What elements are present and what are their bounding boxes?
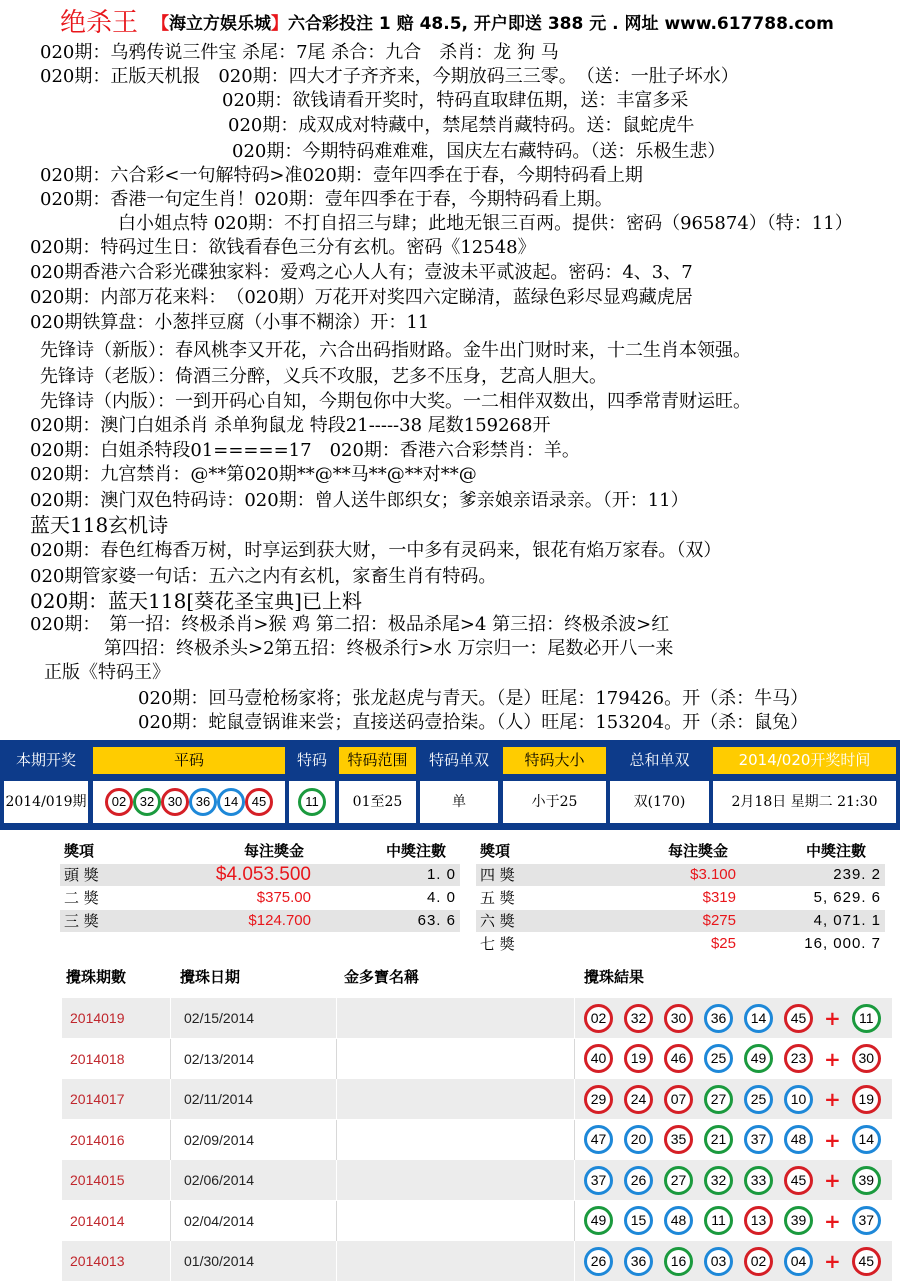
special-range: 01至25 <box>339 781 416 823</box>
column-divider <box>574 1079 575 1119</box>
number-ball: 48 <box>664 1206 693 1235</box>
number-ball: 04 <box>784 1247 813 1276</box>
history-row <box>62 1201 892 1241</box>
history-balls <box>584 1241 881 1281</box>
prediction-line: 020期：澳门双色特码诗：020期：曾人送牛郎织女；爹亲娘亲语录亲。（开：11） <box>30 490 689 511</box>
history-date: 02/06/2014 <box>184 1172 255 1188</box>
col-current-draw: 本期开奖 <box>4 747 88 774</box>
col-special-number: 特码 <box>289 747 335 774</box>
column-divider <box>336 1241 337 1281</box>
column-divider <box>336 998 337 1038</box>
prize-head-amount-right: 每注獎金 <box>668 842 729 860</box>
prize-name: 頭 獎 <box>64 866 99 884</box>
number-ball: 45 <box>852 1247 881 1276</box>
prize-head-amount-left: 每注獎金 <box>244 842 305 860</box>
prize-count: 5, 629. 6 <box>813 889 881 906</box>
prize-amount: $4.053.500 <box>215 864 311 885</box>
number-ball: 26 <box>584 1247 613 1276</box>
number-ball: 32 <box>704 1166 733 1195</box>
prize-amount: $275 <box>702 912 736 929</box>
col-sum-odd-even: 总和单双 <box>610 747 709 774</box>
number-ball: 37 <box>584 1166 613 1195</box>
number-ball: 36 <box>189 788 217 816</box>
ad-text: 六合彩投注 1 赔 48.5, 开户即送 388 元 . 网址 www.617788.com <box>288 14 834 34</box>
number-ball: 11 <box>298 788 326 816</box>
prediction-line: 020期：回马壹枪杨家将；张龙赵虎与青天。（是）旺尾：179426。开（杀：牛马） <box>138 688 809 709</box>
history-issue: 2014019 <box>70 1010 125 1026</box>
prize-name: 三 獎 <box>64 912 99 930</box>
prize-name: 二 獎 <box>64 889 99 907</box>
prediction-line: 020期：香港一句定生肖！020期：壹年四季在于春，今期特码看上期。 <box>40 189 613 210</box>
next-draw-time: 2月18日 星期二 21:30 <box>713 781 896 823</box>
number-ball: 35 <box>664 1125 693 1154</box>
draw-result-table <box>0 740 900 830</box>
col-next-draw-time: 2014/020开奖时间 <box>713 747 896 774</box>
history-row <box>62 1160 892 1200</box>
prediction-line: 先锋诗（新版）：春风桃李又开花，六合出码指财路。金牛出门财时来，十二生肖本领强。 <box>40 340 751 361</box>
col-special-size: 特码大小 <box>503 747 606 774</box>
prediction-line: 020期：成双成对特藏中，禁尾禁肖藏特码。送：鼠蛇虎牛 <box>228 115 695 136</box>
col-regular-numbers: 平码 <box>93 747 285 774</box>
number-ball: 49 <box>744 1044 773 1073</box>
ad-name: 海立方娱乐城 <box>169 14 271 34</box>
special-size: 小于25 <box>503 781 606 823</box>
prize-count: 4, 071. 1 <box>813 912 881 929</box>
number-ball: 03 <box>704 1247 733 1276</box>
column-divider <box>574 1241 575 1281</box>
number-ball: 25 <box>744 1085 773 1114</box>
number-ball: 39 <box>852 1166 881 1195</box>
column-divider <box>336 1079 337 1119</box>
prize-amount: $3.100 <box>690 866 736 883</box>
number-ball: 27 <box>664 1166 693 1195</box>
number-ball: 30 <box>664 1004 693 1033</box>
prize-head-count-left: 中獎注數 <box>386 842 447 860</box>
prediction-line: 020期：正版天机报 020期：四大才子齐齐来，今期放码三三零。 （送：一肚子坏水） <box>40 66 739 87</box>
plus-sign: + <box>824 1006 841 1030</box>
number-ball: 48 <box>784 1125 813 1154</box>
history-date: 02/11/2014 <box>184 1091 254 1107</box>
history-row <box>62 1079 892 1119</box>
history-date: 02/04/2014 <box>184 1212 255 1229</box>
history-issue: 2014016 <box>70 1131 125 1148</box>
history-issue: 2014013 <box>70 1253 125 1269</box>
prediction-line: 020期：六合彩<一句解特码>准020期：壹年四季在于春，今期特码看上期 <box>40 165 643 186</box>
prediction-line: 020期铁算盘：小葱拌豆腐（小事不糊涂）开：11 <box>30 312 430 333</box>
number-ball: 21 <box>704 1125 733 1154</box>
col-special-range: 特码范围 <box>339 747 416 774</box>
prediction-line: 020期： 第一招：终极杀肖>猴 鸡 第二招：极品杀尾>4 第三招：终极杀波>红 <box>30 614 670 635</box>
column-divider <box>170 1201 171 1241</box>
column-divider <box>170 998 171 1038</box>
ad-banner[interactable]: 【海立方娱乐城】六合彩投注 1 赔 48.5, 开户即送 388 元 . 网址 www.617788.com <box>152 14 834 34</box>
logo-title: 绝杀王 <box>60 8 139 38</box>
history-balls <box>584 1160 881 1200</box>
number-ball: 19 <box>852 1085 881 1114</box>
number-ball: 11 <box>852 1004 881 1033</box>
history-issue: 2014018 <box>70 1050 125 1067</box>
number-ball: 27 <box>704 1085 733 1114</box>
number-ball: 36 <box>624 1247 653 1276</box>
column-divider <box>336 1160 337 1200</box>
prediction-line: 020期：澳门白姐杀肖 杀单狗鼠龙 特段21-----38 尾数159268开 <box>30 415 551 436</box>
history-balls <box>584 998 881 1038</box>
history-balls <box>584 1120 881 1160</box>
header <box>0 0 900 40</box>
number-ball: 45 <box>784 1004 813 1033</box>
number-ball: 32 <box>133 788 161 816</box>
number-ball: 19 <box>624 1044 653 1073</box>
column-divider <box>336 1039 337 1079</box>
column-divider <box>336 1120 337 1160</box>
number-ball: 14 <box>852 1125 881 1154</box>
number-ball: 37 <box>744 1125 773 1154</box>
history-row <box>62 1120 892 1160</box>
prize-amount: $25 <box>710 935 736 952</box>
column-divider <box>574 1120 575 1160</box>
prediction-line: 正版《特码王》 <box>44 662 170 683</box>
number-ball: 49 <box>584 1206 613 1235</box>
prediction-line: 先锋诗（老版）：倚酒三分醉，义兵不攻服，艺多不压身，艺高人胆大。 <box>40 366 607 387</box>
history-head-name: 金多寶名稱 <box>344 968 420 986</box>
history-row <box>62 998 892 1038</box>
number-ball: 20 <box>624 1125 653 1154</box>
number-ball: 30 <box>161 788 189 816</box>
prediction-line: 020期香港六合彩光碟独家料：爱鸡之心人人有；壹波未平贰波起。密码：4、3、7 <box>30 262 693 283</box>
number-ball: 45 <box>245 788 273 816</box>
column-divider <box>170 1160 171 1200</box>
history-issue: 2014015 <box>70 1172 125 1188</box>
special-odd-even: 单 <box>420 781 498 823</box>
number-ball: 30 <box>852 1044 881 1073</box>
number-ball: 11 <box>704 1206 733 1235</box>
regular-balls <box>93 781 285 823</box>
prediction-line: 020期：特码过生日：欲钱看春色三分有玄机。密码《12548》 <box>30 237 536 258</box>
number-ball: 47 <box>584 1125 613 1154</box>
column-divider <box>170 1241 171 1281</box>
prize-name: 五 獎 <box>480 889 515 907</box>
number-ball: 15 <box>624 1206 653 1235</box>
prize-count: 1. 0 <box>426 866 456 883</box>
column-divider <box>574 998 575 1038</box>
prize-amount: $375.00 <box>256 889 311 906</box>
number-ball: 10 <box>784 1085 813 1114</box>
number-ball: 36 <box>704 1004 733 1033</box>
prediction-line: 020期管家婆一句话：五六之内有玄机，家畜生肖有特码。 <box>30 566 497 587</box>
plus-sign: + <box>824 1249 841 1273</box>
prediction-line: 020期：欲钱请看开奖时，特码直取肆伍期，送：丰富多采 <box>222 90 689 111</box>
prediction-line: 020期：九宫禁肖：@**第020期**@**马**@**对**@ <box>30 464 477 485</box>
number-ball: 46 <box>664 1044 693 1073</box>
history-head-date: 攪珠日期 <box>180 968 241 986</box>
history-row <box>62 1039 892 1079</box>
prize-name: 六 獎 <box>480 912 515 930</box>
history-head-result: 攪珠結果 <box>584 968 645 986</box>
column-divider <box>170 1039 171 1079</box>
number-ball: 13 <box>744 1206 773 1235</box>
number-ball: 02 <box>584 1004 613 1033</box>
plus-sign: + <box>824 1046 841 1071</box>
prediction-line: 020期：春色红梅香万树，时享运到获大财，一中多有灵码来，银花有焰万家春。（双） <box>30 540 722 561</box>
prize-name: 四 獎 <box>480 866 515 884</box>
history-balls <box>584 1079 881 1119</box>
prediction-line: 020期：白姐杀特段01=====17 020期：香港六合彩禁肖：羊。 <box>30 440 580 461</box>
number-ball: 14 <box>744 1004 773 1033</box>
number-ball: 02 <box>105 788 133 816</box>
plus-sign: + <box>824 1168 841 1192</box>
number-ball: 23 <box>784 1044 813 1073</box>
prediction-line: 先锋诗（内版）：一到开码心自知，今期包你中大奖。一二相伴双数出，四季常青财运旺。 <box>40 391 751 412</box>
prediction-line: 白小姐点特 020期：不打自招三与肆；此地无银三百两。提供：密码（965874）（特：11） <box>118 213 853 234</box>
prediction-line: 第四招：终极杀头>2第五招：终极杀行>水 万宗归一：尾数必开八一来 <box>104 638 674 659</box>
sum-odd-even: 双(170) <box>610 781 709 823</box>
number-ball: 29 <box>584 1085 613 1114</box>
history-date: 02/15/2014 <box>184 1010 255 1026</box>
number-ball: 16 <box>664 1247 693 1276</box>
number-ball: 33 <box>744 1166 773 1195</box>
number-ball: 45 <box>784 1166 813 1195</box>
number-ball: 02 <box>744 1247 773 1276</box>
column-divider <box>336 1201 337 1241</box>
number-ball: 25 <box>704 1044 733 1073</box>
prize-count: 4. 0 <box>426 889 456 906</box>
prize-count: 239. 2 <box>833 866 881 883</box>
number-ball: 32 <box>624 1004 653 1033</box>
plus-sign: + <box>824 1208 841 1233</box>
prediction-line: 020期：乌鸦传说三件宝 杀尾：7尾 杀合：九合 杀肖：龙 狗 马 <box>40 42 559 63</box>
number-ball: 24 <box>624 1085 653 1114</box>
history-issue: 2014017 <box>70 1091 125 1107</box>
prize-head-name-left: 獎項 <box>64 842 95 860</box>
prize-name: 七 獎 <box>480 935 515 953</box>
number-ball: 07 <box>664 1085 693 1114</box>
prize-head-name-right: 獎項 <box>480 842 511 860</box>
history-head-issue: 攪珠期數 <box>66 968 127 986</box>
history-issue: 2014014 <box>70 1212 125 1229</box>
column-divider <box>170 1079 171 1119</box>
column-divider <box>574 1201 575 1241</box>
history-date: 01/30/2014 <box>184 1253 255 1269</box>
history-balls <box>584 1039 881 1079</box>
number-ball: 40 <box>584 1044 613 1073</box>
prediction-line: 蓝天118玄机诗 <box>30 513 169 537</box>
prediction-line: 020期：今期特码难难难，国庆左右藏特码。（送：乐极生悲） <box>232 141 726 162</box>
draw-issue: 2014/019期 <box>4 781 88 823</box>
prize-count: 16, 000. 7 <box>804 935 881 952</box>
prediction-line: 020期：蛇鼠壹锅谁来尝；直接送码壹拾柒。（人）旺尾：153204。开（杀：鼠兔） <box>138 712 809 733</box>
number-ball: 37 <box>852 1206 881 1235</box>
prediction-line: 020期：内部万花来料： （020期）万花开对奖四六定睇清，蓝绿色彩尽显鸡藏虎居 <box>30 287 693 308</box>
plus-sign: + <box>824 1087 841 1111</box>
plus-sign: + <box>824 1127 841 1152</box>
number-ball: 14 <box>217 788 245 816</box>
history-date: 02/13/2014 <box>184 1050 255 1067</box>
column-divider <box>574 1039 575 1079</box>
prize-head-count-right: 中獎注數 <box>806 842 867 860</box>
prize-amount: $124.700 <box>248 912 311 929</box>
history-balls <box>584 1201 881 1241</box>
prize-amount: $319 <box>702 889 736 906</box>
number-ball: 26 <box>624 1166 653 1195</box>
history-date: 02/09/2014 <box>184 1131 255 1148</box>
col-special-odd-even: 特码单双 <box>420 747 498 774</box>
history-row <box>62 1241 892 1281</box>
column-divider <box>574 1160 575 1200</box>
column-divider <box>170 1120 171 1160</box>
prize-count: 63. 6 <box>417 912 456 929</box>
special-ball <box>289 781 335 823</box>
number-ball: 39 <box>784 1206 813 1235</box>
prediction-line: 020期：蓝天118[葵花圣宝典]已上料 <box>30 589 362 613</box>
